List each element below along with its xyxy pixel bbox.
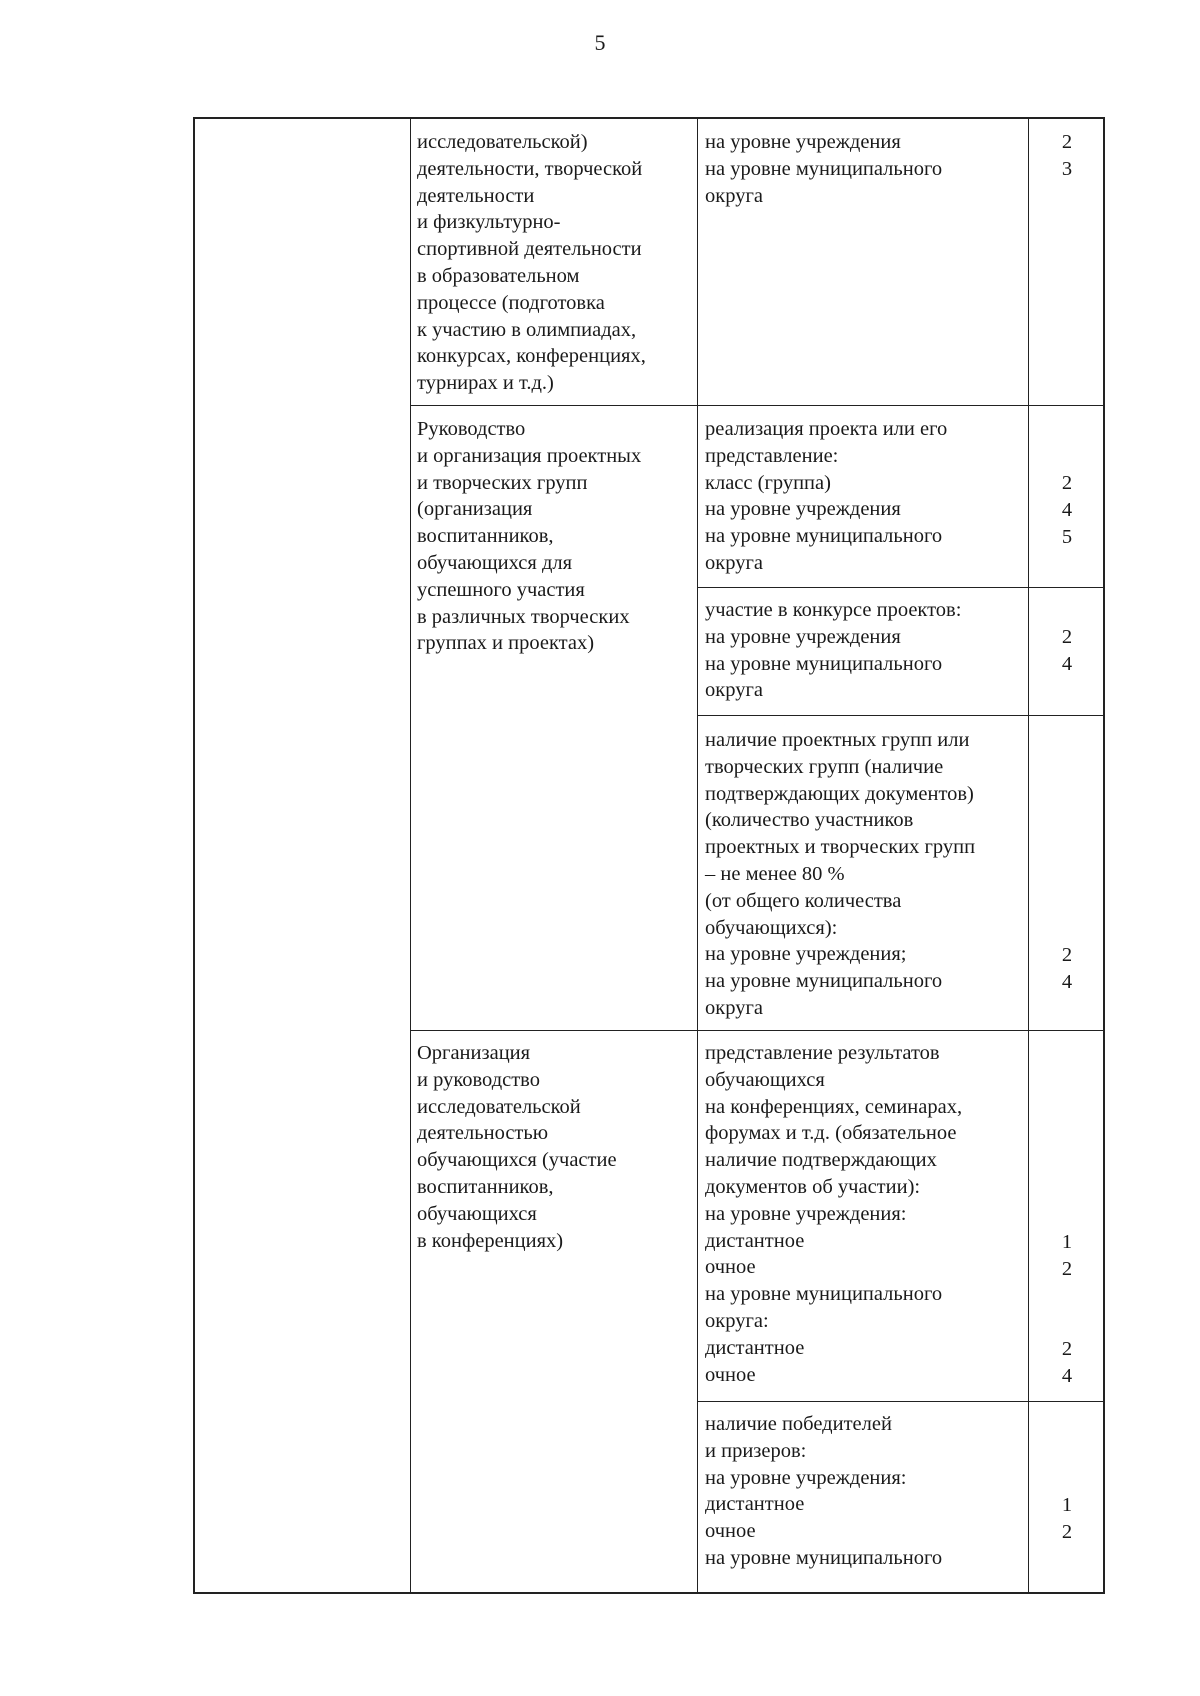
points-cell: 1 2 — [1061, 1494, 1073, 1543]
criterion-cell: исследовательской) деятельности, творческой деятельности и физкультурно- спортивной деятельности в образовательном процессе (подготовка к участию в олимпиадах, конкурсах, конференциях, турнирах и т.д.) — [417, 131, 646, 395]
indicator-cell: реализация проекта или его представление: класс (группа) на уровне учреждения на уровне муниципального округа — [705, 418, 948, 574]
column-divider — [1028, 119, 1029, 1592]
points-cell: 2 4 — [1061, 944, 1073, 993]
criteria-table — [193, 117, 1105, 1594]
row-divider — [697, 715, 1103, 716]
points-cell: 2 4 5 — [1061, 472, 1073, 548]
points-cell: 2 4 — [1061, 626, 1073, 675]
column-divider — [410, 119, 411, 1592]
indicator-cell: на уровне учреждения на уровне муниципального округа — [705, 131, 943, 207]
row-divider — [697, 1401, 1103, 1402]
criterion-cell: Организация и руководство исследовательской деятельностью обучающихся (участие воспитанников, обучающихся в конференциях) — [417, 1042, 617, 1252]
page-number: 5 — [594, 30, 606, 55]
column-divider — [697, 119, 698, 1592]
points-cell: 2 3 — [1061, 131, 1073, 180]
row-divider — [410, 405, 1103, 406]
row-divider — [410, 1030, 1103, 1031]
row-divider — [697, 587, 1103, 588]
indicator-cell: наличие проектных групп или творческих групп (наличие подтверждающих документов) (количество участников проектных и творческих групп – не менее 80 % (от общего количества обучающихся): на уровне учреждения; на уровне муниципального округа — [705, 729, 976, 1019]
points-cell: 1 2 2 4 — [1061, 1231, 1073, 1387]
indicator-cell: представление результатов обучающихся на конференциях, семинарах, форумах и т.д. (обязательное наличие подтверждающих документов об участии): на уровне учреждения: дистантное очное на уровне муниципального округа: дистантное очное — [705, 1042, 963, 1386]
criterion-cell: Руководство и организация проектных и творческих групп (организация воспитанников, обучающихся для успешного участия в различных творческих группах и проектах) — [417, 418, 642, 655]
indicator-cell: наличие победителей и призеров: на уровне учреждения: дистантное очное на уровне муниципального — [705, 1413, 943, 1569]
indicator-cell: участие в конкурсе проектов: на уровне учреждения на уровне муниципального округа — [705, 599, 962, 702]
